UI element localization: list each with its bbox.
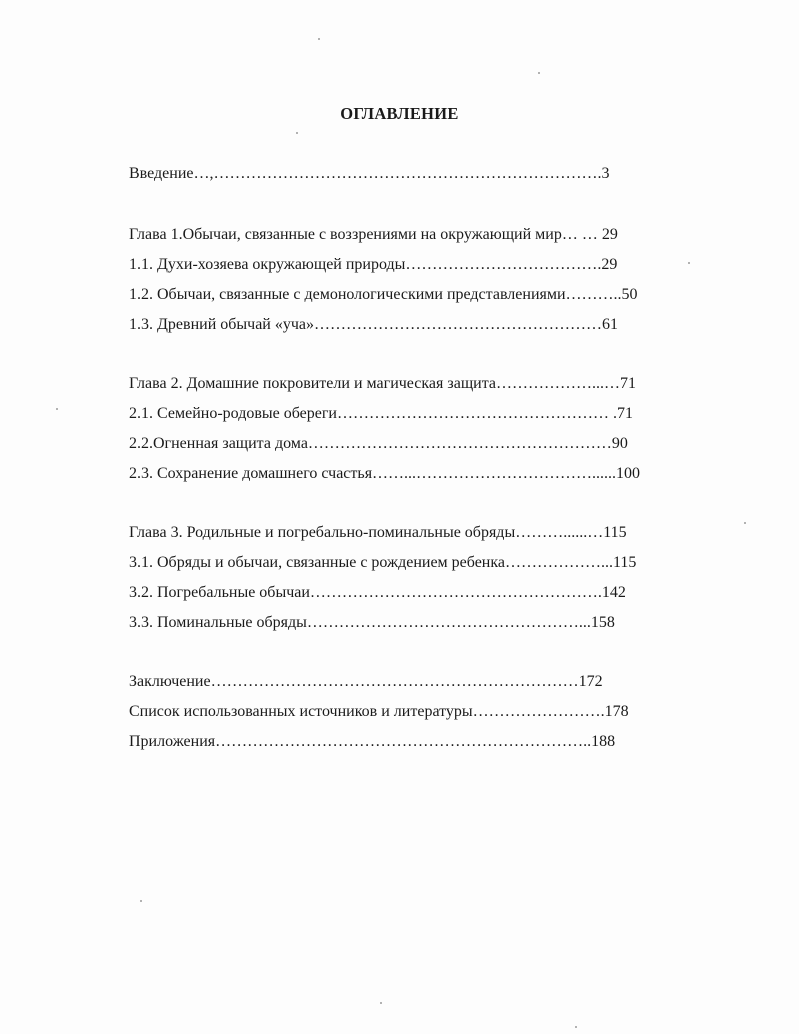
scan-speck <box>688 262 690 264</box>
scan-speck <box>744 522 746 524</box>
scan-speck <box>140 900 142 902</box>
scan-speck <box>318 38 320 40</box>
toc-entry-chapter-1: Глава 1.Обычаи, связанные с воззрениями на окружающий мир… … 29 <box>129 226 618 243</box>
toc-entry-chapter-2: Глава 2. Домашние покровители и магическая защита………………...…71 <box>129 375 636 392</box>
scan-speck <box>575 1026 577 1028</box>
toc-entry-section-2-1: 2.1. Семейно-родовые обереги…………………………………………… .71 <box>129 405 633 422</box>
toc-entry-appendices: Приложения……………………………………………………………..188 <box>129 733 616 750</box>
scan-speck <box>380 1002 382 1004</box>
toc-entry-section-2-2: 2.2.Огненная защита дома…………………………………………………90 <box>129 435 628 452</box>
toc-entry-conclusion: Заключение……………………………………………………………172 <box>129 673 603 690</box>
toc-entry-section-1-3: 1.3. Древний обычай «уча»………………………………………………61 <box>129 316 619 333</box>
toc-entry-section-1-1: 1.1. Духи-хозяева окружающей природы……………………………….29 <box>129 256 618 273</box>
toc-entry-section-3-3: 3.3. Поминальные обряды……………………………………………...158 <box>129 614 615 631</box>
scan-speck <box>538 72 540 74</box>
page-title: ОГЛАВЛЕНИЕ <box>340 104 459 123</box>
toc-entry-section-2-3: 2.3. Сохранение домашнего счастья……...……………………………......100 <box>129 465 641 482</box>
toc-entry-section-3-2: 3.2. Погребальные обычаи……………………………………………….142 <box>129 584 626 601</box>
toc-entry-chapter-3: Глава 3. Родильные и погребально-поминальные обряды………......…115 <box>129 524 627 541</box>
toc-entry-introduction: Введение…,……………………………………………………………….3 <box>129 165 610 182</box>
toc-entry-section-3-1: 3.1. Обряды и обычаи, связанные с рождением ребенка………………...115 <box>129 554 637 571</box>
scan-speck <box>56 408 58 410</box>
toc-entry-sources: Список использованных источников и литературы…………………….178 <box>129 703 629 720</box>
toc-entry-section-1-2: 1.2. Обычаи, связанные с демонологическими представлениями………..50 <box>129 286 638 303</box>
scan-speck <box>296 132 298 134</box>
